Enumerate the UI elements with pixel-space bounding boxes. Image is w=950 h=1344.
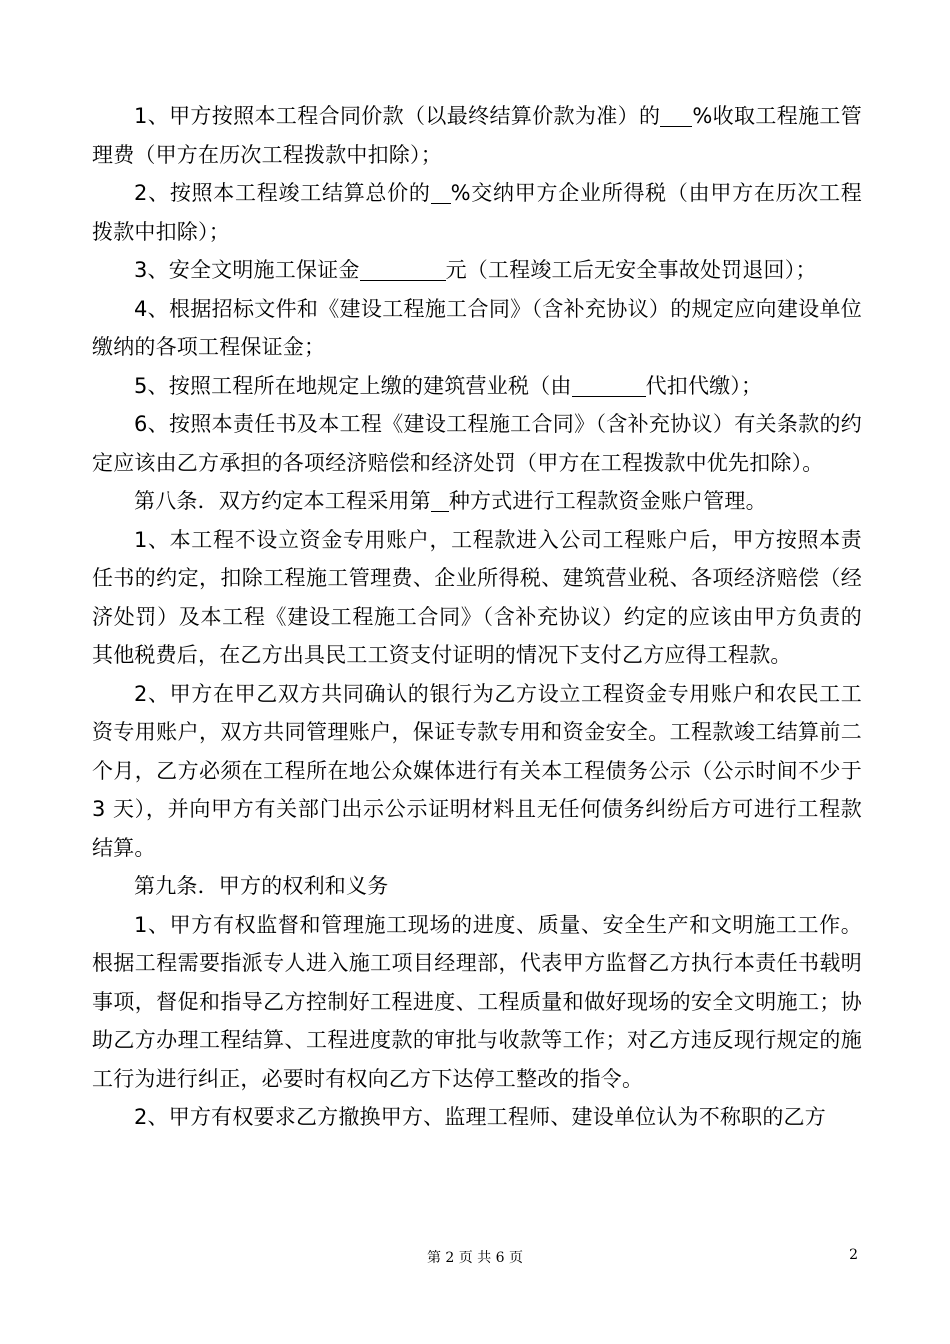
clause-paragraph: [92, 290, 862, 367]
text-segment: 4、根据招标文件和《建设工程施工合同》（含补充协议）的规定应向建设单位缴纳的各项工程保证金；: [92, 296, 862, 359]
text-segment: 3、安全文明施工保证金: [134, 258, 360, 282]
article-heading: [92, 482, 862, 521]
article-heading: [92, 867, 862, 906]
text-segment: 2、甲方在甲乙双方共同确认的银行为乙方设立工程资金专用账户和农民工工资专用账户，双方共同管理账户，保证专款专用和资金安全。工程款竣工结算前二个月，乙方必须在工程所在地公众媒体进行有关本工程债务公示（公示时间不少于 3 天），并向甲方有关部门出示公示证明材料且无任何债务纠纷后方可进行工程款结算。: [92, 681, 862, 860]
fill-blank[interactable]: [660, 105, 692, 127]
page-count-label: 第 2 页 共 6 页: [426, 1250, 524, 1266]
text-segment: %收取工程施工管理费（甲方在历次工程拨款中扣除）；: [92, 104, 862, 167]
fill-blank[interactable]: [431, 182, 451, 204]
fill-blank[interactable]: [360, 259, 446, 281]
fill-blank[interactable]: [431, 490, 449, 512]
text-segment: 2、按照本工程竣工结算总价的: [134, 181, 431, 205]
text-segment: %交纳甲方企业所得税（由甲方在历次工程拨款中扣除）；: [92, 181, 862, 244]
clause-paragraph: [92, 367, 862, 406]
text-segment: 代扣代缴）；: [645, 373, 763, 398]
clause-paragraph: [92, 675, 862, 868]
text-segment: 1、甲方按照本工程合同价款（以最终结算价款为准）的: [134, 104, 661, 128]
clause-paragraph: [92, 174, 862, 251]
fill-blank[interactable]: [572, 375, 646, 397]
text-segment: 6、按照本责任书及本工程《建设工程施工合同》（含补充协议）有关条款的约定应该由乙方承担的各项经济赔偿和经济处罚（甲方在工程拨款中优先扣除）。: [92, 412, 862, 475]
text-segment: 第八条．双方约定本工程采用第: [134, 489, 431, 513]
document-body: [92, 97, 862, 1137]
text-segment: 第九条．甲方的权利和义务: [134, 874, 389, 898]
text-segment: 种方式进行工程款资金账户管理。: [448, 489, 767, 513]
clause-paragraph: [92, 251, 862, 290]
clause-paragraph: [92, 97, 862, 174]
text-segment: 元（工程竣工后无安全事故处罚退回）；: [445, 258, 817, 282]
clause-paragraph: [92, 1098, 862, 1137]
text-segment: 1、甲方有权监督和管理施工现场的进度、质量、安全生产和文明施工工作。根据工程需要指派专人进入施工项目经理部，代表甲方监督乙方执行本责任书载明事项，督促和指导乙方控制好工程进度、工程质量和做好现场的安全文明施工；协助乙方办理工程结算、工程进度款的审批与收款等工作；对乙方违反现行规定的施工行为进行纠正，必要时有权向乙方下达停工整改的指令。: [92, 912, 862, 1091]
text-segment: 1、本工程不设立资金专用账户，工程款进入公司工程账户后，甲方按照本责任书的约定，扣除工程施工管理费、企业所得税、建筑营业税、各项经济赔偿（经济处罚）及本工程《建设工程施工合同》（含补充协议）约定的应该由甲方负责的其他税费后，在乙方出具民工工资支付证明的情况下支付乙方应得工程款。: [92, 527, 862, 667]
page-number: 2: [849, 1247, 858, 1263]
text-segment: 5、按照工程所在地规定上缴的建筑营业税（由: [134, 373, 572, 398]
clause-paragraph: [92, 405, 862, 482]
clause-paragraph: [92, 906, 862, 1099]
clause-paragraph: [92, 521, 862, 675]
text-segment: 2、甲方有权要求乙方撤换甲方、监理工程师、建设单位认为不称职的乙方: [134, 1105, 826, 1129]
